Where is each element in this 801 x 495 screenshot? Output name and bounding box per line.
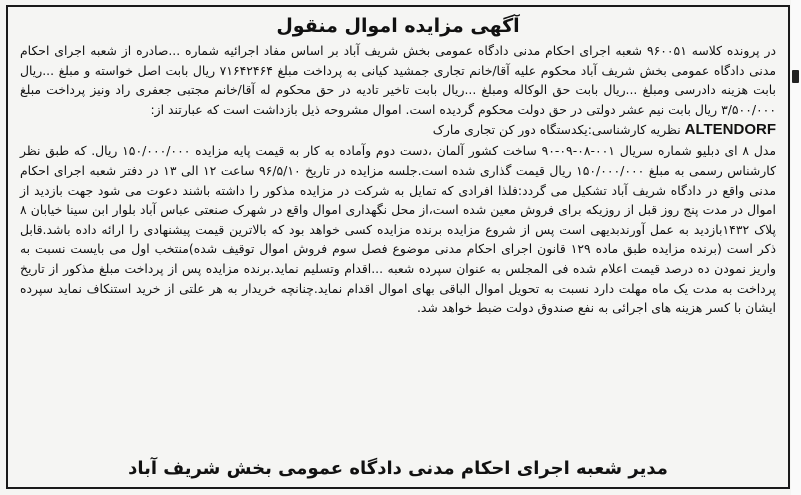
- seized-item-line: [20, 119, 776, 141]
- notice-paragraph-auction-terms: مدل ۸ ای دبلیو شماره سریال ۰۰۱-۰۸-۰۹-۹۰ ساخت کشور آلمان ،دست دوم وآماده به کار به قیمت پایه مزایده ۱۵۰/۰۰۰/۰۰۰ ریال. که طبق نظر کارشناس رسمی به مبلغ ۱۵۰/۰۰۰/۰۰۰ ریال قیمت گذاری شده است.جلسه مزایده در تاریخ ۹۶/۵/۱۰ ساعت ۱۲ الی ۱۳ در دفتر شعبه اجرای احکام مدنی واقع در دادگاه شریف آباد تشکیل می گردد:فلذا افرادی که تمایل به شرکت در مزایده مذکور را داشته باشند دعوت می شود جهت بازدید از اموال در مدت پنج روز قبل از روزیکه برای فروش معین شده است،از محل نگهداری اموال واقع در شهرک صنعتی عباس آباد بلوار ابن سینا خیابان ۸ پلاک ۱۴۳۲بازدید به عمل آورندبدیهی است پس از شروع مزایده برنده مزایده کسی خواهد بود که بالاترین قیمت پیشنهادی را ارائه داده باشد.قابل ذکر است (برنده مزایده طبق ماده ۱۲۹ قانون اجرای احکام مدنی موضوع فصل سوم فروش اموال توقیف شده)منتخب اول می بایست نسبت به واریز نمودن ده درصد قیمت اعلام شده فی المجلس به عنوان سپرده شعبه ...اقدام وتسلیم نماید.برنده مزایده پس از پرداخت مبلغ مذکور از تاریخ پرداخت به مدت یک ماه مهلت دارد نسبت به تحویل اموال الباقی بهای اموال اقدام نماید.چنانچه خریدار به هر علتی از خرید استنکاف نماید سپرده ایشان با کسر هزینه های اجرائی به نفع صندوق دولت ضبط خواهد شد.: [20, 143, 777, 316]
- auction-notice: [6, 5, 790, 489]
- notice-title: آگهی مزایده اموال منقول: [276, 15, 520, 37]
- notice-signature: مدیر شعبه اجرای احکام مدنی دادگاه عمومی بخش شریف آباد: [128, 458, 668, 479]
- item-line-prefix: نظریه کارشناسی:یکدستگاه دور کن تجاری مارک: [432, 122, 681, 138]
- notice-paragraph-case: در پرونده کلاسه ۹۶۰۰۵۱ شعبه اجرای احکام مدنی دادگاه عمومی بخش شریف آباد بر اساس مفاد اجرائیه شماره ...صادره از شعبه اجرای احکام مدنی دادگاه عمومی بخش شریف آباد محکوم علیه آقا/خانم تجاری جمشید کیانی به پرداخت مبلغ ۷۱۶۴۲۴۶۴ ریال بابت اصل خواسته و مبلغ ...ریال بابت هزینه دادرسی ومبلغ ...ریال بابت حق الوکاله ومبلغ ...ریال بابت تاخیر تادیه در حق محکوم له آقا/خانم مجتبی جعفری راد ونیز پرداخت مبلغ ۳/۵۰۰/۰۰۰ ریال بابت نیم عشر دولتی در حق دولت محکوم گردیده است. اموال مشروحه ذیل بازداشت است که عبارتند از:: [20, 43, 776, 117]
- scrollbar-thumb-icon[interactable]: [792, 70, 799, 83]
- page-right-edge: [791, 0, 801, 495]
- item-brand: ALTENDORF: [684, 121, 776, 139]
